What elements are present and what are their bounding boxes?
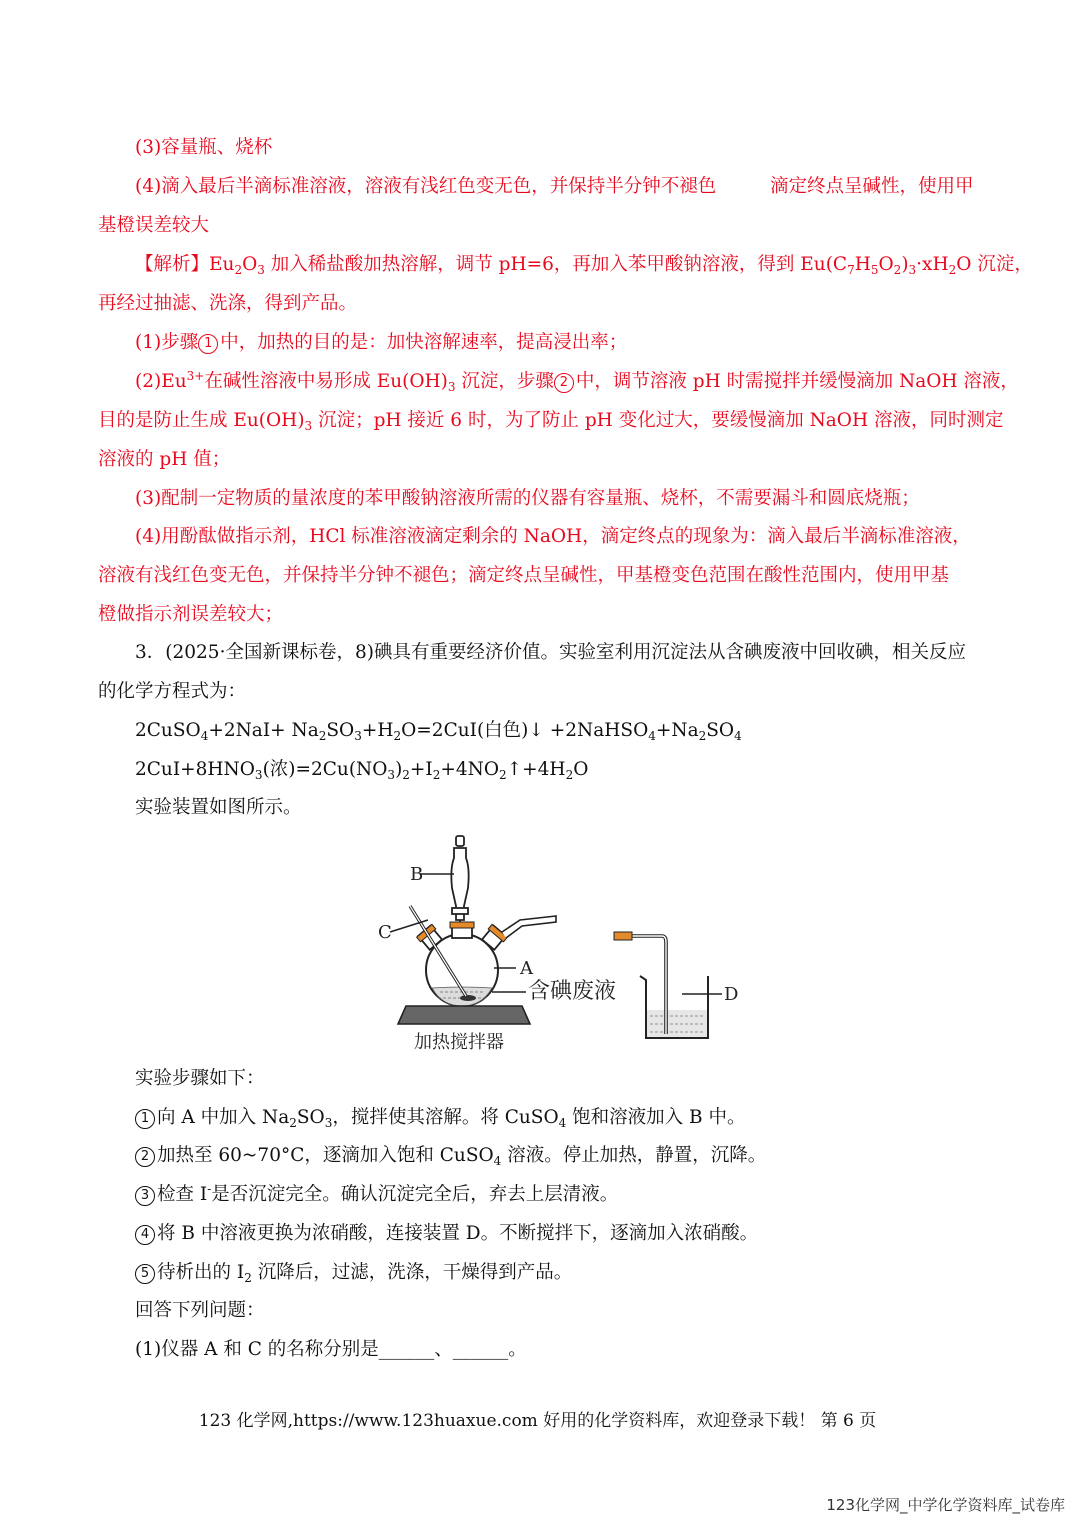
- label-B: B: [410, 864, 424, 885]
- label-A: A: [520, 958, 533, 979]
- step-3: 3 检查 I-是否沉淀完全。确认沉淀完全后，弃去上层清液。: [135, 1183, 618, 1207]
- apparatus-diagram: [370, 828, 750, 1058]
- label-heating-stirrer: 加热搅拌器: [414, 1032, 504, 1053]
- analysis-step-2-line-3: 溶液的 pH 值；: [98, 449, 231, 470]
- analysis-step-3: (3)配制一定物质的量浓度的苯甲酸钠溶液所需的仪器有容量瓶、烧杯，不需要漏斗和圆底烧瓶；: [135, 488, 920, 509]
- answer-title: 回答下列问题：: [135, 1300, 265, 1321]
- analysis-line-2: 再经过抽滤、洗涤，得到产品。: [98, 293, 358, 314]
- analysis-step-2-line-1: $(2)Eu^{3+}$在碱性溶液中易形成 $Eu(OH)_3$ 沉淀，步骤 2 中，调节溶液 pH 时需搅拌并缓慢滴加 NaOH 溶液，: [135, 369, 1019, 394]
- circled-number-4: 4: [135, 1225, 155, 1245]
- question-1: (1)仪器 A 和 C 的名称分别是______、______。: [135, 1339, 527, 1360]
- circled-number-1: 1: [135, 1109, 155, 1129]
- step-5: 5 待析出的 $I_2$ 沉降后，过滤，洗涤，干燥得到产品。: [135, 1261, 572, 1285]
- analysis-step-2-line-2: 目的是防止生成 $Eu(OH)_3$ 沉淀；pH 接近 6 时，为了防止 pH 变化过大，要缓慢滴加 NaOH 溶液，同时测定: [98, 410, 1004, 433]
- answer-4-part1: (4)滴入最后半滴标准溶液，溶液有浅红色变无色，并保持半分钟不褪色: [135, 176, 717, 197]
- analysis-step-4-line-1: (4)用酚酞做指示剂，HCl 标准溶液滴定剩余的 NaOH，滴定终点的现象为：滴入最后半滴标准溶液，: [135, 526, 971, 547]
- beaker-D: [614, 932, 708, 1038]
- answer-4-part2: 滴定终点呈碱性，使用甲: [770, 176, 974, 197]
- watermark: 123化学网_中学化学资料库_试卷库: [826, 1496, 1065, 1514]
- analysis-line-1: 【解析】$Eu_2O_3$ 加入稀盐酸加热溶解，调节 pH=6，再加入苯甲酸钠溶液，得到 $Eu(C_7H_5O_2)_3\cdot xH_2O$ 沉淀，: [135, 254, 1033, 277]
- circled-number-1: 1: [198, 334, 218, 354]
- step-2: 2 加热至 60~70°C，逐滴加入饱和 CuSO$_4$ 溶液。停止加热，静置，沉降。: [135, 1144, 766, 1168]
- equation-2: $2CuI+8HNO_3$(浓)$=2Cu(NO_3)_2+I_2+4NO_2↑+4H_2O$: [135, 759, 589, 782]
- analysis-tag: 【解析】: [135, 254, 210, 275]
- label-D: D: [724, 984, 739, 1005]
- analysis-step-4-line-2: 溶液有浅红色变无色，并保持半分钟不褪色；滴定终点呈碱性，甲基橙变色范围在酸性范围内，使用甲基: [98, 565, 950, 586]
- answer-3: (3)容量瓶、烧杯: [135, 137, 273, 158]
- equation-1: 2CuSO$_4$+2NaI+ $Na_2SO_3+H_2O=2CuI$(白色)↓ $+2NaHSO_4+Na_2SO_4$: [135, 720, 742, 743]
- circled-number-3: 3: [135, 1186, 155, 1206]
- circled-number-2: 2: [135, 1147, 155, 1167]
- circled-number-5: 5: [135, 1264, 155, 1284]
- setup-caption: 实验装置如图所示。: [135, 797, 302, 818]
- apparatus-figure: [370, 828, 750, 1058]
- round-bottom-flask: [417, 922, 508, 1006]
- step-4: 4 将 B 中溶液更换为浓硝酸，连接装置 D。不断搅拌下，逐滴加入浓硝酸。: [135, 1222, 758, 1246]
- page-footer: 123 化学网,https://www.123huaxue.com 好用的化学资料库，欢迎登录下载！ 第 6 页: [198, 1411, 877, 1431]
- analysis-step-1: (1)步骤 1 中，加热的目的是：加快溶解速率，提高浸出率；: [135, 332, 628, 353]
- label-waste-liquid: 含碘废液: [528, 979, 617, 1004]
- heating-stirrer: [398, 1006, 530, 1024]
- circled-number-2: 2: [554, 373, 574, 393]
- question-intro-line-2: 的化学方程式为：: [98, 681, 247, 702]
- question-intro-line-1: 3．(2025·全国新课标卷，8)碘具有重要经济价值。实验室利用沉淀法从含碘废液中回收碘，相关反应: [135, 642, 966, 663]
- step-1: 1 向 A 中加入 $Na_2SO_3$，搅拌使其溶解。将 CuSO$_4$ 饱和溶液加入 B 中。: [135, 1106, 746, 1130]
- label-C: C: [378, 922, 392, 943]
- steps-title: 实验步骤如下：: [135, 1068, 265, 1089]
- analysis-step-4-line-3: 橙做指示剂误差较大；: [98, 604, 284, 625]
- answer-4-part3: 基橙误差较大: [98, 215, 210, 236]
